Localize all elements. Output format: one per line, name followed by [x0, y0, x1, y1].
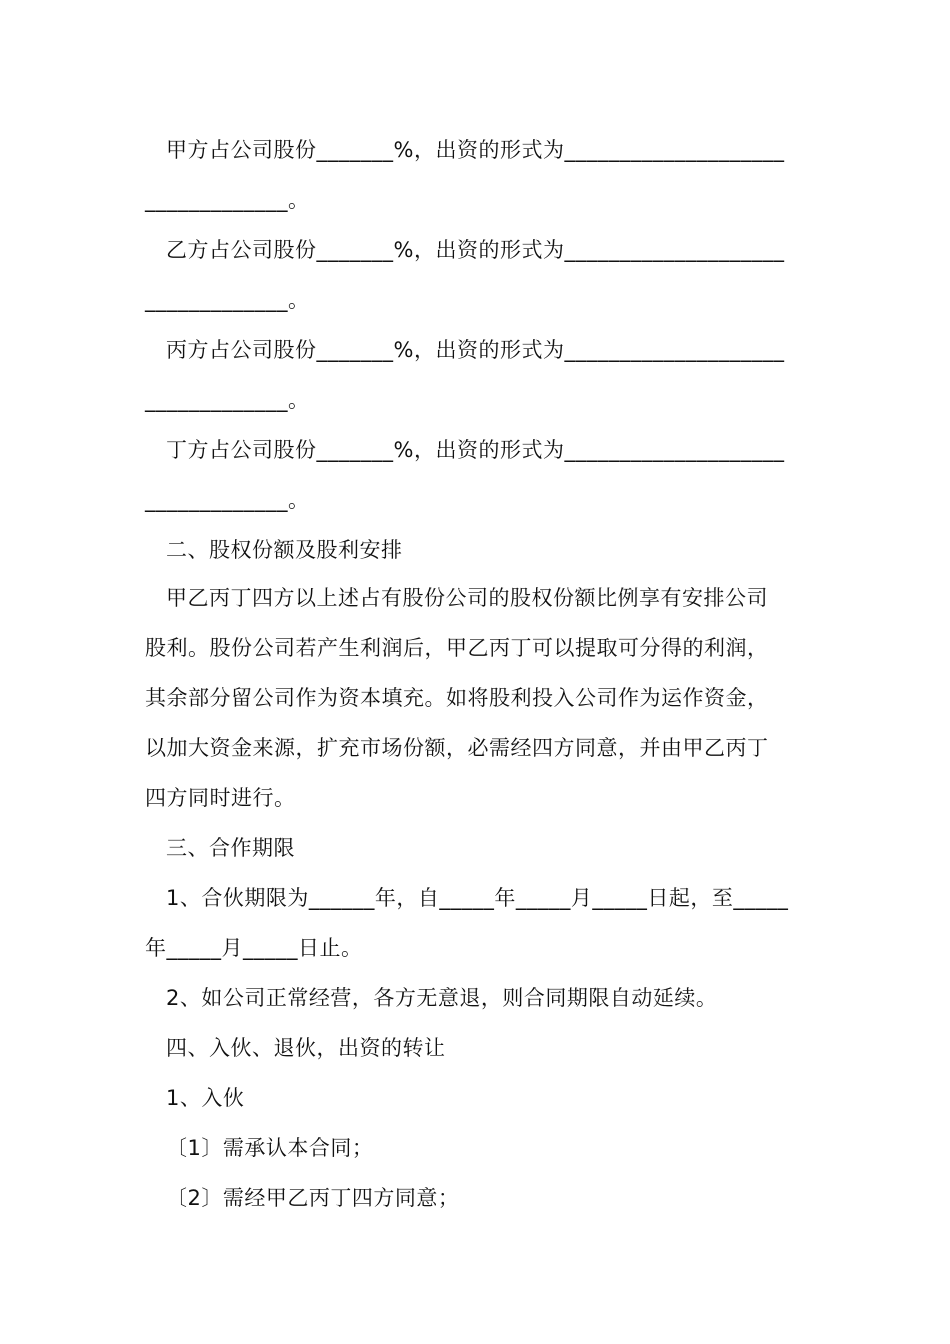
text-line: 年_____月_____日止。 [145, 936, 363, 960]
text-line: 1、入伙 [166, 1086, 245, 1110]
text-line: 〔1〕需承认本合同； [166, 1136, 374, 1160]
text-line: 其余部分留公司作为资本填充。如将股利投入公司作为运作资金， [145, 686, 769, 710]
text-line: 〔2〕需经甲乙丙丁四方同意； [166, 1186, 460, 1210]
text-line: 股利。股份公司若产生利润后，甲乙丙丁可以提取可分得的利润， [145, 636, 769, 660]
text-line: _____________。 [145, 288, 310, 312]
text-line: 四、入伙、退伙，出资的转让 [166, 1036, 446, 1060]
text-line: _____________。 [145, 388, 310, 412]
text-line: 乙方占公司股份_______%，出资的形式为____________________ [166, 238, 785, 262]
text-line: _____________。 [145, 188, 310, 212]
text-line: 1、合伙期限为______年，自_____年_____月_____日起，至_____ [166, 886, 789, 910]
text-line: 甲方占公司股份_______%，出资的形式为____________________ [166, 138, 785, 162]
text-line: 丙方占公司股份_______%，出资的形式为____________________ [166, 338, 785, 362]
text-line: 丁方占公司股份_______%，出资的形式为____________________ [166, 438, 785, 462]
text-line: 二、股权份额及股利安排 [166, 538, 403, 562]
text-line: 以加大资金来源，扩充市场份额，必需经四方同意，并由甲乙丙丁 [145, 736, 769, 760]
text-line: 三、合作期限 [166, 836, 295, 860]
text-line: _____________。 [145, 488, 310, 512]
text-line: 四方同时进行。 [145, 786, 296, 810]
text-line: 甲乙丙丁四方以上述占有股份公司的股权份额比例享有安排公司 [166, 586, 768, 610]
text-line: 2、如公司正常经营，各方无意退，则合同期限自动延续。 [166, 986, 718, 1010]
